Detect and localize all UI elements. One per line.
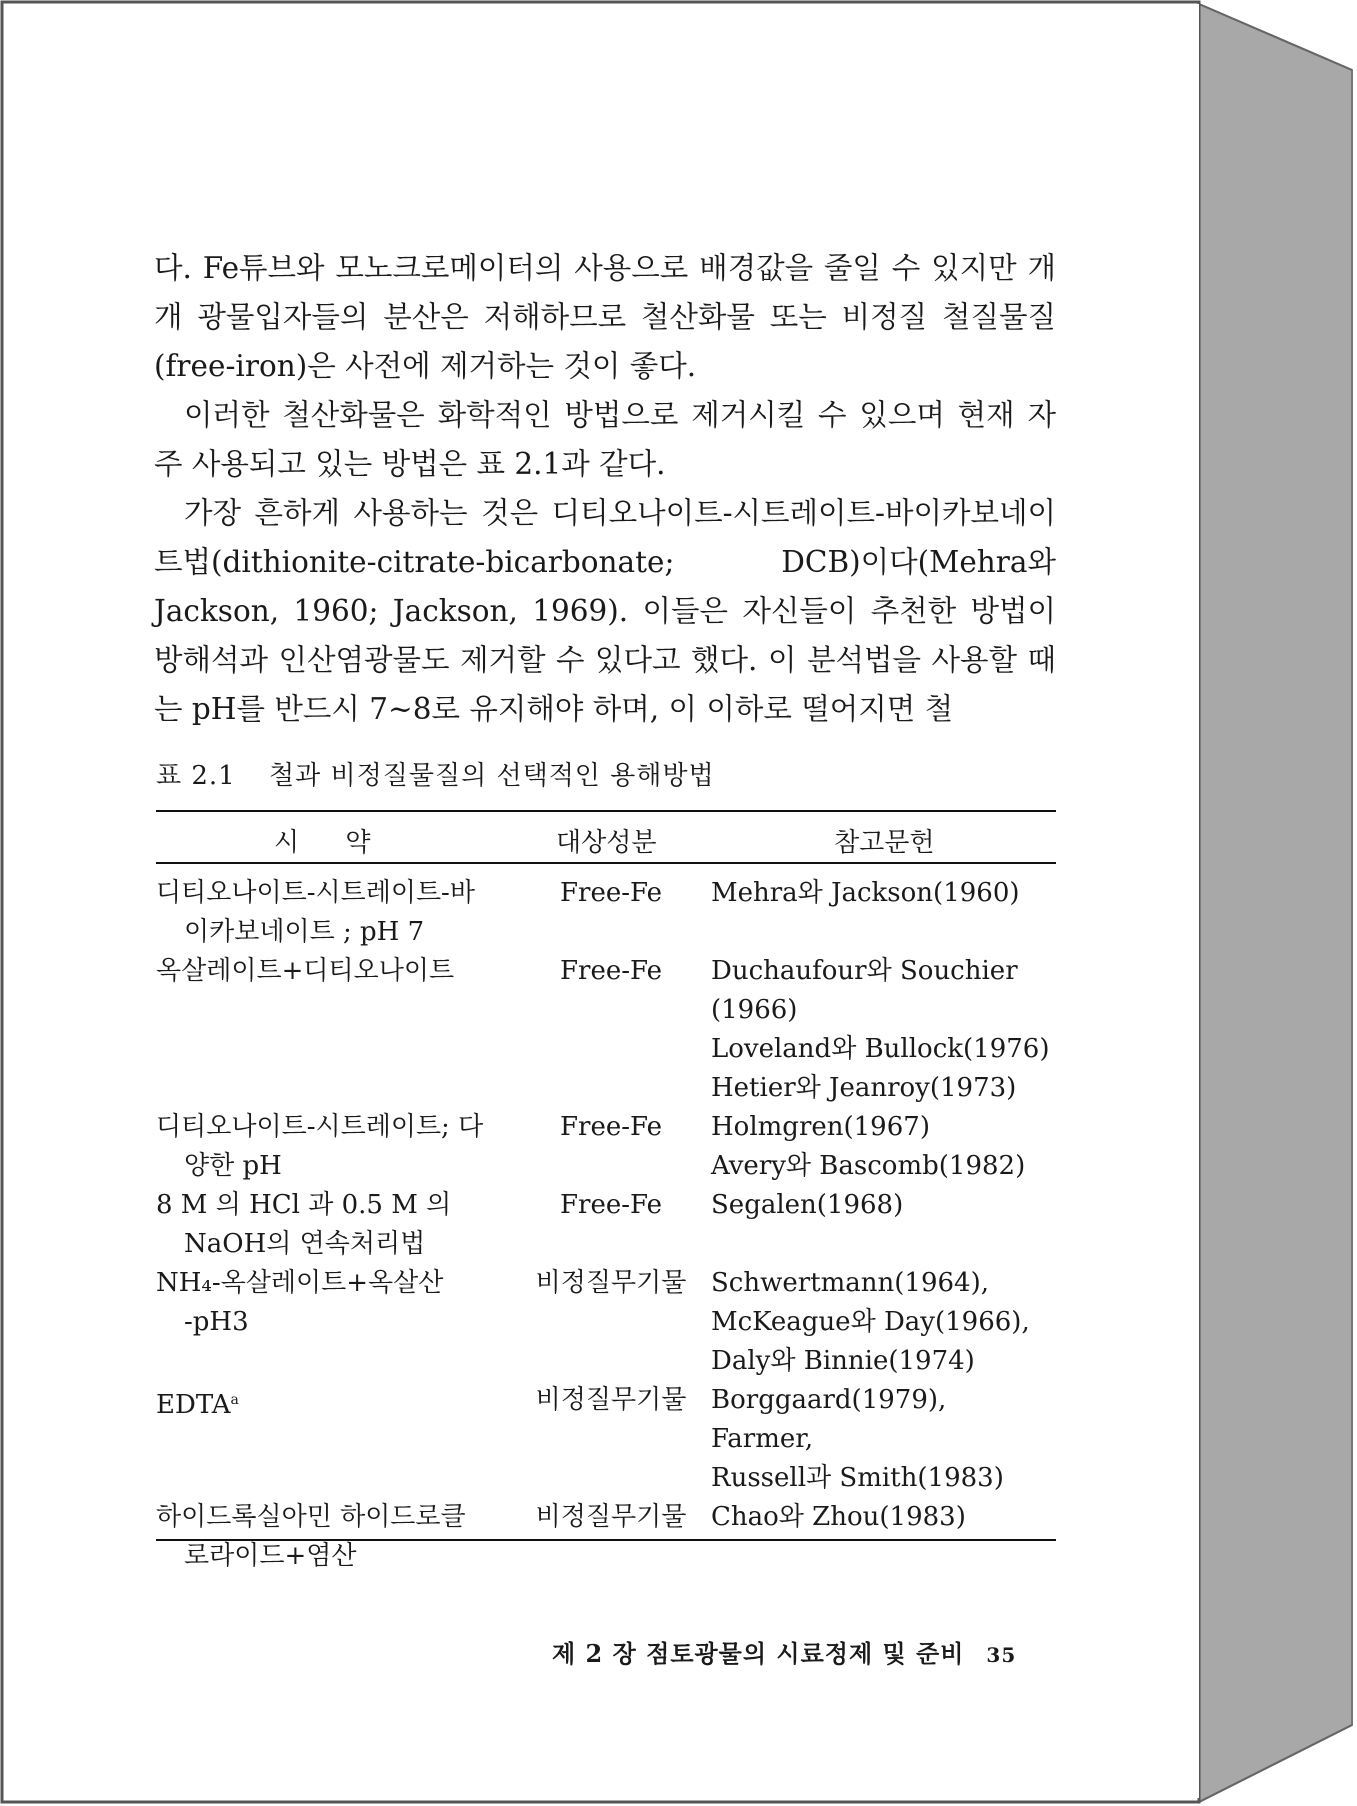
reference-line: Daly와 Binnie(1974)	[711, 1346, 975, 1376]
reference-line: Avery와 Bascomb(1982)	[711, 1151, 1026, 1181]
reagent-line: 이카보네이트 ; pH 7	[184, 917, 425, 947]
table-row	[156, 1186, 1056, 1264]
book-page	[4, 4, 1199, 1798]
reagent-line: -pH3	[184, 1307, 249, 1337]
table-row	[156, 952, 1056, 1108]
target-cell: 비정질무기물	[535, 1385, 687, 1415]
reference-line: Russell과 Smith(1983)	[711, 1463, 1004, 1493]
reagent-line: NaOH의 연속처리법	[184, 1229, 426, 1259]
reference-line: Hetier와 Jeanroy(1973)	[711, 1073, 1017, 1103]
table-body	[156, 874, 1056, 1576]
table-caption-title: 철과 비정질물질의 선택적인 용해방법	[269, 761, 715, 791]
running-footer	[552, 1634, 1016, 1669]
reference-line: Holmgren(1967)	[711, 1112, 930, 1142]
reagent-line: NH₄-옥살레이트+옥살산	[156, 1268, 444, 1298]
header-reference: 참고문헌	[834, 828, 935, 858]
table-bottom-rule	[156, 1539, 1056, 1541]
reference-line: Segalen(1968)	[711, 1190, 904, 1220]
table-header-rule	[156, 862, 1056, 864]
target-cell: Free-Fe	[559, 878, 663, 908]
table-caption-number: 표 2.1	[156, 761, 236, 791]
table-top-rule	[156, 810, 1056, 812]
reference-line: Borggaard(1979), Farmer,	[711, 1385, 947, 1454]
table-caption	[156, 755, 715, 792]
reagent-line: 로라이드+염산	[184, 1541, 357, 1571]
chapter-title: 제 2 장 점토광물의 시료정제 및 준비	[552, 1639, 965, 1668]
reference-line: Duchaufour와 Souchier	[711, 956, 1018, 986]
reagent-line: 하이드록실아민 하이드로클	[156, 1502, 466, 1532]
reagent-line: 옥살레이트+디티오나이트	[156, 956, 455, 986]
table-row	[156, 1381, 1056, 1498]
paragraph-3: 가장 흔하게 사용하는 것은 디티오나이트-시트레이트-바이카보네이트법(dithionite-citrate-bicarbonate; DCB)이다(Mehra와 Jackson, 1960; Jackson, 1969). 이들은 자신들이 추천한 방법이 방해석과 인산염광물도 제거할 수 있다고 했다. 이 분석법을 사용할 때는 pH를 반드시 7~8로 유지해야 하며, 이 이하로 떨어지면 철	[154, 496, 1056, 726]
target-cell: Free-Fe	[559, 1190, 663, 1220]
reference-line: Schwertmann(1964),	[711, 1268, 990, 1298]
paragraph-1: 다. Fe튜브와 모노크로메이터의 사용으로 배경값을 줄일 수 있지만 개개 광물입자들의 분산은 저해하므로 철산화물 또는 비정질 철질물질(free-iron)은 사전에 제거하는 것이 좋다.	[154, 251, 1056, 383]
target-cell: Free-Fe	[559, 1112, 663, 1142]
reference-line: (1966)	[711, 995, 798, 1025]
table-row	[156, 1108, 1056, 1186]
reagent-line: EDTA	[156, 1390, 231, 1420]
table-row	[156, 874, 1056, 952]
paragraph-2: 이러한 철산화물은 화학적인 방법으로 제거시킬 수 있으며 현재 자주 사용되고 있는 방법은 표 2.1과 같다.	[154, 398, 1056, 481]
reagent-line: 양한 pH	[184, 1151, 282, 1181]
reference-line: Mehra와 Jackson(1960)	[711, 878, 1020, 908]
reagent-line: 8 M 의 HCl 과 0.5 M 의	[156, 1190, 452, 1220]
reference-line: McKeague와 Day(1966),	[711, 1307, 1030, 1337]
reference-line: Loveland와 Bullock(1976)	[711, 1034, 1050, 1064]
table-row	[156, 1498, 1056, 1576]
reagent-line: 디티오나이트-시트레이트-바	[156, 878, 475, 908]
target-cell: Free-Fe	[559, 956, 663, 986]
table-row	[156, 1264, 1056, 1381]
table-header	[156, 816, 1056, 860]
target-cell: 비정질무기물	[535, 1268, 687, 1298]
page-number: 35	[986, 1643, 1017, 1667]
header-target: 대상성분	[556, 828, 657, 858]
footnote-marker: a	[230, 1392, 239, 1408]
reagent-line: 디티오나이트-시트레이트; 다	[156, 1112, 484, 1142]
target-cell: 비정질무기물	[535, 1502, 687, 1532]
header-reagent: 시 약	[274, 828, 371, 858]
reference-line: Chao와 Zhou(1983)	[711, 1502, 966, 1532]
